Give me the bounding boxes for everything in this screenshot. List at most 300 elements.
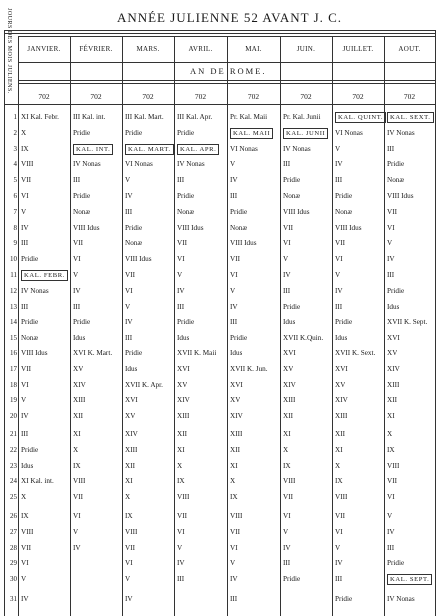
calendar-cell: Nonæ <box>283 192 301 200</box>
calendar-cell: IV <box>177 286 185 295</box>
calendar-cell: IX <box>387 445 395 454</box>
calendar-cell: XVII K. Maii <box>177 349 217 357</box>
day-number: 9 <box>13 239 17 248</box>
calendar-cell: VI <box>125 559 133 568</box>
calendar-cell: IX <box>21 512 29 520</box>
day-number: 7 <box>13 207 17 216</box>
calendar-cell: III <box>73 302 81 311</box>
calendar-cell: X <box>73 445 79 454</box>
calendar-cell: VII <box>387 477 397 486</box>
calendar-cell: Pridie <box>335 192 353 200</box>
calendar-cell: Pridie <box>21 318 39 327</box>
calendar-cell: VIII <box>125 527 138 536</box>
day-number: 23 <box>10 461 17 470</box>
calendar-cell: IV <box>21 412 29 421</box>
calendar-cell: III <box>387 271 395 279</box>
day-number: 21 <box>10 430 17 438</box>
calendar-cell: Nonæ <box>387 176 405 185</box>
calendar-cell: III <box>73 176 81 185</box>
day-number: 18 <box>10 380 17 389</box>
day-number: 3 <box>13 144 17 153</box>
calendar-cell: Pridie <box>283 575 301 584</box>
calendar-cell: IV <box>21 223 29 232</box>
calendar-cell: XII <box>387 396 397 405</box>
calendar-cell: XII <box>125 461 135 470</box>
calendar-cell: IV <box>283 271 291 279</box>
page-title: ANNÉE JULIENNE 52 AVANT J. C. <box>116 10 343 25</box>
calendar-cell: XVI <box>283 349 296 357</box>
calendar-cell: X <box>335 461 341 470</box>
calendar-cell: IX <box>230 493 238 502</box>
calendar-cell: VIII <box>21 160 34 169</box>
day-number: 30 <box>10 575 17 584</box>
year-cell: 702 <box>352 92 364 101</box>
month-header: JANVIER. <box>27 45 61 53</box>
calendar-cell: IV <box>125 595 133 603</box>
calendar-cell: IV <box>283 543 291 552</box>
rome-band-label: AN DE ROME. <box>190 66 267 76</box>
calendar-cell: V <box>177 271 183 279</box>
calendar-cell: VIII <box>283 477 296 486</box>
calendar-cell: X <box>21 493 27 502</box>
calendar-cell: Nonæ <box>125 239 143 248</box>
column-divider <box>174 36 175 616</box>
calendar-cell: VIII <box>335 493 348 502</box>
month-header: FÉVRIER. <box>79 45 113 53</box>
calendar-cell: VII <box>73 239 83 248</box>
month-header: JUIN. <box>296 45 316 53</box>
calendar-cell: VIII Idus <box>125 255 152 264</box>
calendar-cell: VI <box>335 255 343 264</box>
column-divider <box>384 36 385 616</box>
calendar-cell: IV Nonas <box>283 144 311 153</box>
calendar-cell: VI <box>387 493 395 502</box>
calendar-cell: III <box>21 302 29 311</box>
day-number: 6 <box>13 192 17 200</box>
day-number: 13 <box>10 302 17 311</box>
calendar-cell: Pridie <box>125 349 143 357</box>
day-number: 10 <box>10 255 17 264</box>
calendar-cell: X <box>387 430 393 438</box>
calendar-cell: IX <box>335 477 343 486</box>
calendar-cell: VIII Idus <box>387 192 414 200</box>
day-number: 31 <box>10 595 17 603</box>
calendar-cell: XV <box>387 349 398 357</box>
calendar-cell: Pridie <box>73 318 91 327</box>
calendar-cell: VII <box>387 207 397 216</box>
calendar-cell: V <box>177 543 183 552</box>
month-bottom-rule <box>18 62 435 63</box>
calendar-cell: IV <box>335 286 343 295</box>
calendar-cell: IV <box>230 176 238 185</box>
calendar-cell: XIII <box>73 396 86 405</box>
calendar-cell: VI <box>177 527 185 536</box>
calendar-cell: VIII Idus <box>177 223 204 232</box>
calendar-cell: III <box>387 543 395 552</box>
calendar-cell: Pridie <box>177 128 195 137</box>
year-cell: 702 <box>90 92 102 101</box>
day-number: 20 <box>10 412 17 421</box>
calendar-cell: VII <box>177 512 187 520</box>
calendar-cell: XIII <box>283 396 296 405</box>
day-number: 1 <box>13 113 17 121</box>
calendar-cell: III <box>387 144 395 153</box>
calendar-cell: XIV <box>177 396 190 405</box>
month-header: MAI. <box>245 45 262 53</box>
calendar-cell: Pridie <box>335 595 353 603</box>
calendar-cell: VIII <box>387 461 400 470</box>
calendar-cell: IV <box>73 286 81 295</box>
calendar-cell: VIII <box>230 512 243 520</box>
left-border <box>4 30 5 616</box>
calendar-cell: Pridie <box>73 128 91 137</box>
calendar-cell: V <box>125 575 131 584</box>
calendar-cell: VI <box>73 255 81 264</box>
calendar-cell: VIII Idus <box>73 223 100 232</box>
calendar-cell: Pr. Kal. Maii <box>230 113 268 121</box>
calendar-cell: XVI <box>177 364 190 373</box>
calendar-cell: V <box>230 160 236 169</box>
day-number: 2 <box>13 128 17 137</box>
calendar-cell: IV <box>21 595 29 603</box>
day-number: 25 <box>10 493 17 502</box>
calendar-cell: VI Nonas <box>335 128 363 137</box>
calendar-cell: Idus <box>125 364 138 373</box>
calendar-cell: Nonæ <box>177 207 195 216</box>
calendar-cell: V <box>387 239 393 248</box>
calendar-cell: VII <box>125 543 135 552</box>
calendar-cell: V <box>125 302 131 311</box>
calendar-cell: XI <box>230 461 238 470</box>
calendar-cell: IV <box>125 192 133 200</box>
calendar-cell: VIII <box>73 477 86 486</box>
calendar-cell: VI <box>177 255 185 264</box>
calendar-cell: XIII <box>230 430 243 438</box>
column-divider <box>122 36 123 616</box>
calendar-cell: IV <box>335 559 343 568</box>
calendar-cell: IV Nonas <box>177 160 205 169</box>
calendar-cell: Pridie <box>177 192 195 200</box>
calendar-cell: XVI <box>230 380 243 389</box>
calendar-cell: IV <box>73 543 81 552</box>
calendar-cell: IV Nonas <box>387 595 415 603</box>
calendar-cell: XVII K. Sept. <box>387 318 428 327</box>
calendar-cell: VI <box>21 380 29 389</box>
calendar-cell: Pridie <box>387 160 405 169</box>
calendar-cell: XVII K.Quin. <box>283 334 324 343</box>
calendar-cell: Idus <box>387 302 400 311</box>
calendar-cell: V <box>283 527 289 536</box>
calendar-cell: XVII K. Jun. <box>230 364 268 373</box>
day-number: 19 <box>10 396 17 405</box>
year-cell: 702 <box>247 92 260 101</box>
calendar-cell: Pridie <box>73 192 91 200</box>
calendar-cell: XI <box>387 412 395 421</box>
boxed-calendar-cell: KAL. SEPT. <box>387 574 432 585</box>
calendar-cell: VIII Idus <box>230 239 257 248</box>
day-number: 12 <box>10 286 17 295</box>
calendar-cell: III <box>125 334 133 343</box>
calendar-cell: XIII <box>177 412 190 421</box>
calendar-cell: XIV <box>283 380 296 389</box>
rome-band-rule <box>18 80 435 84</box>
calendar-cell: Nonæ <box>335 207 353 216</box>
boxed-calendar-cell: KAL. JUNII <box>283 128 328 139</box>
day-number: 29 <box>10 559 17 568</box>
calendar-cell: III Kal. int. <box>73 113 106 121</box>
month-header: MARS. <box>136 45 160 53</box>
calendar-cell: III <box>177 176 185 185</box>
calendar-cell: Idus <box>73 334 86 343</box>
calendar-cell: VII <box>283 493 293 502</box>
day-number: 5 <box>13 176 17 185</box>
day-number: 14 <box>10 318 17 327</box>
calendar-cell: V <box>335 144 341 153</box>
calendar-cell: XVI <box>387 334 400 343</box>
column-divider <box>227 36 228 616</box>
calendar-cell: XVII K. Apr. <box>125 380 163 389</box>
calendar-cell: XII <box>73 412 83 421</box>
calendar-cell: X <box>177 461 183 470</box>
calendar-cell: XIV <box>387 364 400 373</box>
calendar-cell: VII <box>335 512 345 520</box>
calendar-cell: Idus <box>283 318 296 327</box>
month-header: JUILLET. <box>342 45 374 53</box>
calendar-cell: IX <box>73 461 81 470</box>
calendar-cell: XI <box>283 430 291 438</box>
calendar-cell: IV <box>230 302 238 311</box>
right-border <box>435 30 436 616</box>
calendar-cell: Pridie <box>21 445 39 454</box>
calendar-cell: III <box>230 192 238 200</box>
calendar-cell: X <box>21 128 27 137</box>
calendar-cell: XV <box>335 380 346 389</box>
calendar-cell: XVI K. Mart. <box>73 349 113 357</box>
calendar-cell: X <box>230 477 236 486</box>
calendar-cell: VI <box>125 286 133 295</box>
calendar-cell: VII <box>73 493 83 502</box>
calendar-cell: IX <box>283 461 291 470</box>
calendar-cell: III <box>283 559 291 568</box>
day-number: 8 <box>13 223 17 232</box>
calendar-cell: Pridie <box>230 207 248 216</box>
calendar-cell: VI <box>21 559 29 568</box>
calendar-cell: Pridie <box>335 318 353 327</box>
calendar-cell: IX <box>177 477 185 486</box>
calendar-cell: XV <box>73 364 84 373</box>
calendar-cell: Pridie <box>283 302 301 311</box>
calendar-cell: XIII <box>387 380 400 389</box>
calendar-cell: XIV <box>230 412 243 421</box>
year-cell: 702 <box>194 92 207 101</box>
column-divider <box>280 36 281 616</box>
calendar-cell: V <box>335 271 341 279</box>
boxed-calendar-cell: KAL. QUINT. <box>335 112 386 123</box>
boxed-calendar-cell: KAL. INT. <box>73 144 113 155</box>
calendar-cell: III <box>21 239 29 248</box>
calendar-cell: VI <box>230 543 238 552</box>
calendar-cell: XI Kal. int. <box>21 477 54 486</box>
calendar-cell: X <box>283 445 289 454</box>
calendar-cell: XV <box>230 396 241 405</box>
calendar-cell: VIII Idus <box>21 349 48 357</box>
column-divider <box>70 36 71 616</box>
month-header: AOUT. <box>398 45 421 53</box>
calendar-cell: III <box>283 160 291 169</box>
calendar-cell: VIII Idus <box>335 223 362 232</box>
calendar-cell: IV <box>387 527 395 536</box>
calendar-cell: IV Nonas <box>387 128 415 137</box>
calendar-cell: VIII <box>177 493 190 502</box>
calendar-cell: VIII Idus <box>283 207 310 216</box>
calendar-cell: Pridie <box>21 255 39 264</box>
calendar-cell: III <box>21 430 29 438</box>
column-divider <box>332 36 333 616</box>
calendar-cell: XV <box>283 364 294 373</box>
day-number: 22 <box>10 445 17 454</box>
calendar-cell: XIV <box>335 396 348 405</box>
calendar-cell: XI <box>125 477 133 486</box>
calendar-cell: IV <box>125 318 133 327</box>
calendar-cell: IV Nonas <box>73 160 101 169</box>
year-cell: 702 <box>142 92 154 101</box>
calendar-cell: V <box>335 543 341 552</box>
day-number: 11 <box>10 271 17 279</box>
boxed-calendar-cell: KAL. MART. <box>125 144 174 155</box>
calendar-cell: III <box>335 575 343 584</box>
calendar-cell: V <box>21 207 27 216</box>
calendar-cell: IV <box>230 575 238 584</box>
calendar-cell: VII <box>21 176 31 185</box>
calendar-cell: Idus <box>177 334 190 343</box>
calendar-cell: IV Nonas <box>21 286 49 295</box>
calendar-cell: III <box>230 595 238 603</box>
calendar-cell: Pridie <box>283 176 301 185</box>
calendar-cell: III <box>177 575 185 584</box>
calendar-cell: V <box>125 176 131 185</box>
calendar-cell: VI <box>283 512 291 520</box>
header-top-rule <box>18 36 435 37</box>
calendar-cell: Idus <box>230 349 243 357</box>
calendar-cell: III <box>335 176 343 185</box>
calendar-cell: III <box>125 207 133 216</box>
calendar-cell: XIV <box>73 380 86 389</box>
calendar-cell: VII <box>177 239 187 248</box>
calendar-cell: Pridie <box>177 318 195 327</box>
calendar-cell: Nonæ <box>73 207 91 216</box>
calendar-cell: Nonæ <box>21 334 39 343</box>
calendar-cell: VI <box>73 512 81 520</box>
calendar-cell: XVI <box>335 364 348 373</box>
calendar-cell: XIII <box>335 412 348 421</box>
year-cell: 702 <box>403 92 416 101</box>
calendar-cell: V <box>230 286 236 295</box>
boxed-calendar-cell: KAL. SEXT. <box>387 112 434 123</box>
calendar-cell: III <box>283 286 291 295</box>
day-number: 24 <box>10 477 17 486</box>
calendar-cell: Pridie <box>230 334 248 343</box>
calendar-cell: XVII K. Sext. <box>335 349 376 357</box>
calendar-cell: V <box>21 575 27 584</box>
calendar-cell: V <box>230 559 236 568</box>
calendar-cell: XI <box>177 445 185 454</box>
calendar-cell: XII <box>230 445 240 454</box>
calendar-cell: IV <box>177 559 185 568</box>
calendar-cell: VII <box>335 239 345 248</box>
title-rule <box>4 30 435 34</box>
calendar-cell: XII <box>283 412 293 421</box>
column-divider <box>18 36 19 616</box>
calendar-cell: XIV <box>125 430 138 438</box>
day-number: 27 <box>10 527 17 536</box>
boxed-calendar-cell: KAL. APR. <box>177 144 219 155</box>
calendar-cell: VI <box>387 223 395 232</box>
calendar-cell: V <box>283 255 289 264</box>
calendar-cell: VIII <box>21 527 34 536</box>
calendar-cell: Pridie <box>387 286 405 295</box>
calendar-cell: V <box>21 396 27 405</box>
calendar-cell: XV <box>125 412 136 421</box>
calendar-cell: IV <box>335 160 343 169</box>
calendar-cell: IX <box>125 512 133 520</box>
calendar-cell: Pridie <box>125 223 143 232</box>
side-label: JOURS DES MOIS JULIENS. <box>6 8 12 94</box>
calendar-cell: VI <box>21 192 29 200</box>
month-header: AVRIL. <box>188 45 213 53</box>
boxed-calendar-cell: KAL. FEBR. <box>21 270 68 281</box>
day-number: 26 <box>10 512 17 520</box>
calendar-cell: Idus <box>21 461 34 470</box>
day-number: 15 <box>10 334 17 343</box>
day-number: 4 <box>13 160 17 169</box>
calendar-cell: VII <box>125 271 135 279</box>
calendar-cell: XI <box>73 430 81 438</box>
day-number: 16 <box>10 349 17 357</box>
calendar-cell: XII <box>335 430 345 438</box>
calendar-cell: VI <box>335 527 343 536</box>
year-cell: 702 <box>38 92 50 101</box>
calendar-cell: VI <box>230 271 238 279</box>
calendar-cell: VII <box>230 527 240 536</box>
calendar-cell: III <box>230 318 238 327</box>
calendar-cell: VII <box>21 364 31 373</box>
calendar-cell: XIII <box>125 445 138 454</box>
calendar-cell: V <box>73 527 79 536</box>
calendar-cell: III Kal. Apr. <box>177 113 213 121</box>
year-bottom-rule <box>4 104 435 105</box>
calendar-cell: IV <box>387 255 395 264</box>
calendar-cell: VII <box>21 543 31 552</box>
calendar-cell: VI Nonas <box>230 144 258 153</box>
calendar-cell: XII <box>177 430 187 438</box>
year-cell: 702 <box>300 92 312 101</box>
calendar-cell: X <box>125 493 131 502</box>
boxed-calendar-cell: KAL. MAII <box>230 128 273 139</box>
calendar-cell: III <box>177 302 185 311</box>
calendar-cell: Idus <box>335 334 348 343</box>
calendar-cell: VI Nonas <box>125 160 153 169</box>
day-number: 17 <box>10 364 17 373</box>
calendar-cell: III <box>335 302 343 311</box>
calendar-cell: VI <box>283 239 291 248</box>
calendar-cell: III Kal. Mart. <box>125 113 164 121</box>
day-number: 28 <box>10 543 17 552</box>
calendar-cell: Pr. Kal. Junii <box>283 113 321 121</box>
calendar-cell: Pridie <box>387 559 405 568</box>
calendar-cell: IX <box>21 144 29 153</box>
calendar-cell: V <box>73 271 79 279</box>
calendar-cell: XV <box>177 380 188 389</box>
